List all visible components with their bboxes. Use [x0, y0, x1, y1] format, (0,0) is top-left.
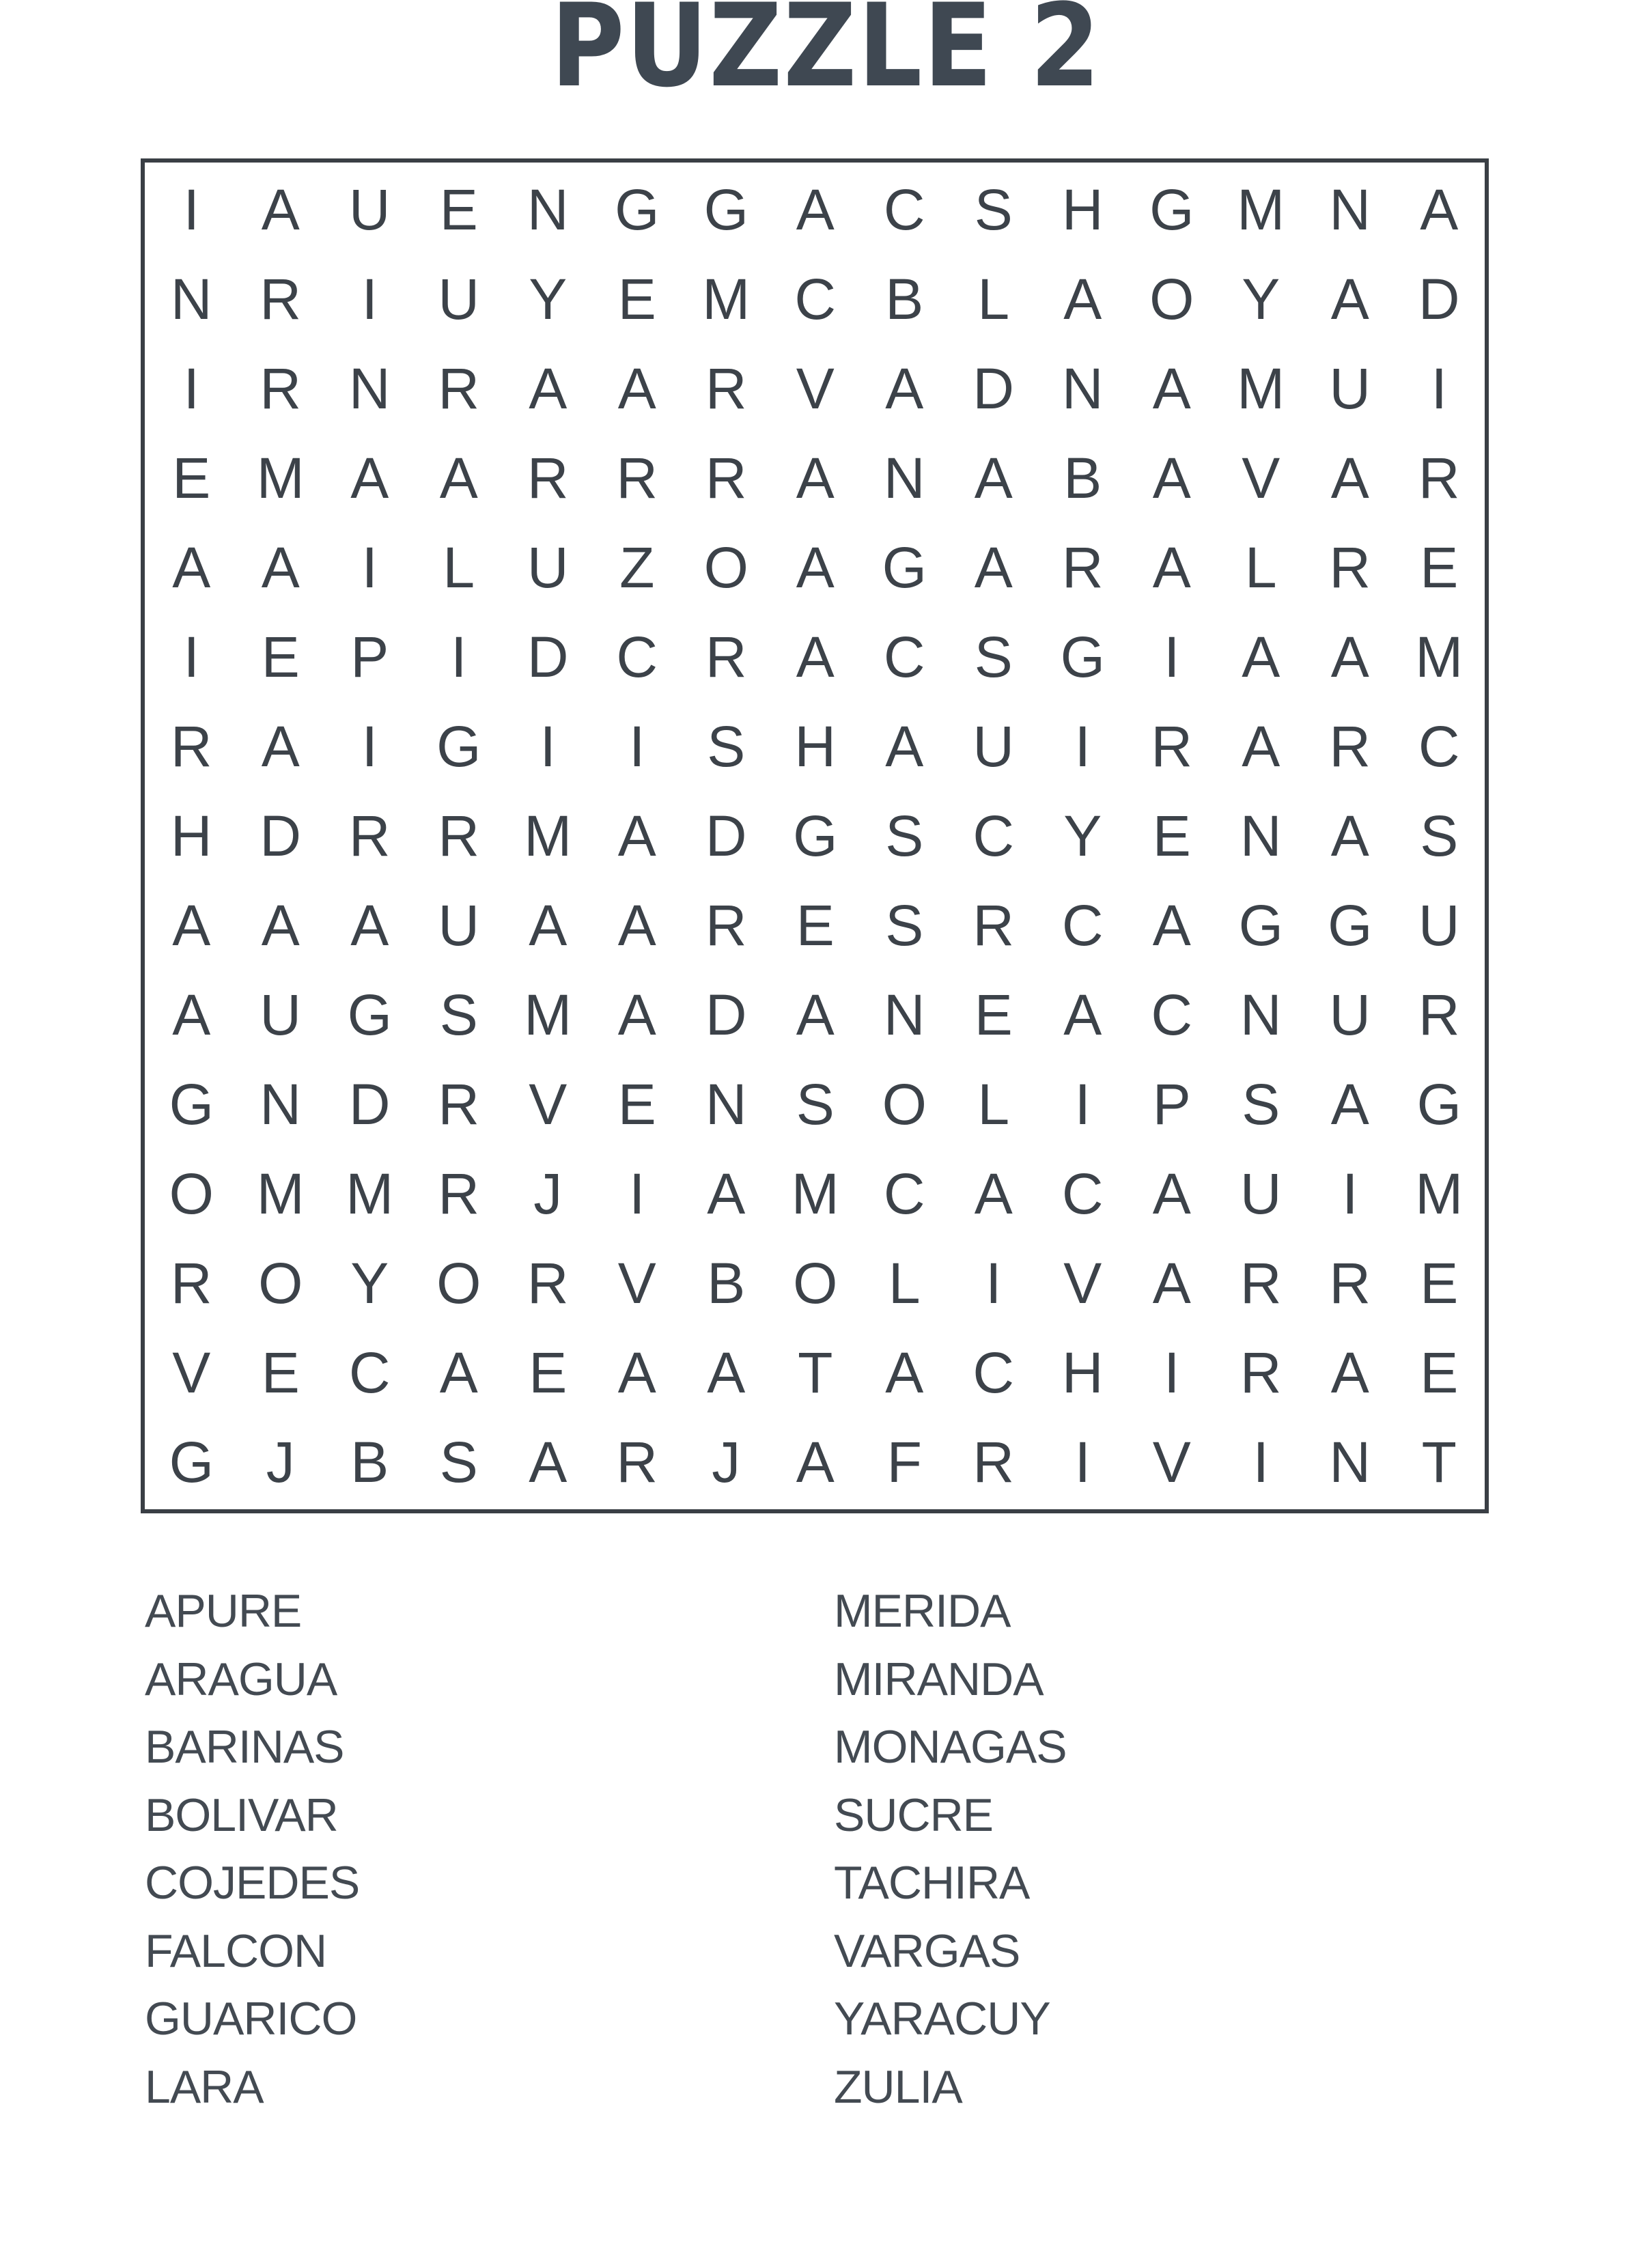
grid-cell: H: [794, 714, 837, 779]
grid-cell: D: [972, 356, 1015, 421]
grid-cell: G: [793, 804, 838, 868]
grid-cell: S: [885, 804, 924, 868]
grid-cell: S: [439, 983, 478, 1047]
grid-cell: R: [1151, 714, 1193, 779]
grid-cell: I: [361, 267, 378, 331]
grid-cell: I: [1074, 1072, 1091, 1136]
grid-cell: O: [436, 1251, 481, 1315]
grid-cell: G: [1238, 893, 1283, 957]
grid-cell: G: [1060, 625, 1105, 689]
grid-cell: R: [260, 356, 302, 421]
grid-cell: E: [1420, 1251, 1459, 1315]
grid-cell: M: [256, 446, 305, 510]
grid-cell: C: [616, 625, 658, 689]
word-list-column-1: [145, 1578, 359, 2121]
grid-cell: A: [1330, 804, 1369, 868]
word-list-item: MERIDA: [834, 1585, 1011, 1637]
grid-cell: R: [438, 356, 480, 421]
grid-cell: S: [1242, 1072, 1280, 1136]
grid-cell: V: [617, 1251, 656, 1315]
grid-cell: S: [885, 893, 924, 957]
word-list-item: BARINAS: [145, 1721, 344, 1773]
grid-cell: I: [1252, 1430, 1269, 1494]
grid-cell: A: [1242, 625, 1280, 689]
grid-cell: V: [796, 356, 835, 421]
grid-cell: T: [798, 1341, 833, 1405]
grid-cell: A: [707, 1341, 746, 1405]
grid-cell: A: [529, 1430, 568, 1494]
grid-cell: A: [796, 178, 835, 242]
grid-cell: S: [796, 1072, 835, 1136]
word-list-item: VARGAS: [834, 1924, 1020, 1977]
grid-cell: I: [1074, 714, 1091, 779]
grid-cell: L: [443, 535, 475, 600]
grid-cell: R: [705, 356, 747, 421]
grid-cell: E: [1420, 1341, 1459, 1405]
grid-cell: R: [1240, 1251, 1282, 1315]
grid-cell: J: [533, 1162, 563, 1226]
grid-cell: R: [527, 1251, 569, 1315]
grid-cell: M: [702, 267, 751, 331]
grid-cell: A: [707, 1162, 746, 1226]
grid-cell: N: [260, 1072, 302, 1136]
grid-cell: A: [1152, 535, 1191, 600]
grid-cell: B: [1063, 446, 1102, 510]
grid-cell: A: [617, 1341, 656, 1405]
grid-cell: A: [172, 983, 211, 1047]
grid-cell: C: [1061, 893, 1104, 957]
word-list-item: ZULIA: [834, 2060, 962, 2113]
grid-cell: D: [1418, 267, 1460, 331]
grid-cell: Y: [1242, 267, 1280, 331]
grid-cell: A: [1152, 893, 1191, 957]
grid-cell: A: [796, 1430, 835, 1494]
grid-cell: R: [705, 893, 747, 957]
grid-cell: L: [1244, 535, 1277, 600]
grid-cell: Z: [619, 535, 655, 600]
word-list-item: GUARICO: [145, 1993, 357, 2045]
grid-cell: A: [350, 446, 389, 510]
grid-cell: A: [974, 535, 1013, 600]
grid-cell: E: [617, 267, 656, 331]
grid-cell: L: [977, 267, 1010, 331]
grid-cell: R: [170, 714, 212, 779]
grid-cell: R: [1061, 535, 1104, 600]
grid-cell: A: [974, 1162, 1013, 1226]
grid-cell: C: [794, 267, 837, 331]
grid-cell: G: [1328, 893, 1373, 957]
grid-cell: N: [170, 267, 212, 331]
grid-cell: E: [974, 983, 1013, 1047]
grid-cell: U: [1240, 1162, 1282, 1226]
grid-cell: R: [705, 446, 747, 510]
grid-cell: E: [261, 625, 300, 689]
grid-cell: R: [1329, 535, 1371, 600]
grid-cell: I: [1074, 1430, 1091, 1494]
grid-cell: U: [1329, 356, 1371, 421]
grid-cell: R: [1329, 714, 1371, 779]
grid-cell: C: [1418, 714, 1460, 779]
grid-cell: I: [183, 625, 199, 689]
letter-grid: [147, 165, 1484, 1507]
grid-cell: Y: [350, 1251, 389, 1315]
grid-cell: N: [883, 983, 925, 1047]
grid-cell: V: [529, 1072, 568, 1136]
grid-cell: R: [1329, 1251, 1371, 1315]
grid-cell: I: [985, 1251, 1002, 1315]
grid-cell: I: [1164, 625, 1180, 689]
grid-cell: S: [974, 178, 1013, 242]
grid-cell: M: [524, 804, 572, 868]
grid-cell: T: [1421, 1430, 1457, 1494]
grid-cell: M: [1415, 1162, 1464, 1226]
grid-cell: A: [885, 356, 924, 421]
grid-cell: R: [438, 804, 480, 868]
grid-cell: A: [350, 893, 389, 957]
grid-cell: N: [527, 178, 569, 242]
grid-cell: E: [261, 1341, 300, 1405]
grid-cell: R: [972, 893, 1015, 957]
word-list-item: YARACUY: [834, 1993, 1050, 2045]
grid-cell: V: [1152, 1430, 1191, 1494]
grid-cell: P: [350, 625, 389, 689]
grid-cell: A: [1152, 446, 1191, 510]
grid-cell: B: [350, 1430, 389, 1494]
grid-cell: O: [793, 1251, 838, 1315]
grid-cell: H: [170, 804, 212, 868]
page-title: PUZZLE 2: [550, 0, 1102, 113]
grid-cell: U: [972, 714, 1015, 779]
grid-cell: A: [617, 983, 656, 1047]
grid-cell: E: [1420, 535, 1459, 600]
grid-cell: A: [439, 1341, 478, 1405]
grid-cell: M: [256, 1162, 305, 1226]
grid-cell: G: [169, 1430, 214, 1494]
grid-cell: A: [1420, 178, 1459, 242]
grid-cell: M: [524, 983, 572, 1047]
grid-cell: J: [712, 1430, 741, 1494]
grid-cell: U: [260, 983, 302, 1047]
grid-cell: B: [885, 267, 924, 331]
grid-cell: I: [361, 535, 378, 600]
grid-cell: E: [796, 893, 835, 957]
grid-cell: M: [1237, 178, 1285, 242]
grid-cell: M: [791, 1162, 839, 1226]
grid-cell: L: [977, 1072, 1010, 1136]
grid-cell: S: [439, 1430, 478, 1494]
grid-cell: C: [972, 804, 1015, 868]
grid-cell: S: [1420, 804, 1459, 868]
grid-cell: G: [703, 178, 748, 242]
grid-cell: C: [348, 1341, 391, 1405]
grid-cell: J: [266, 1430, 295, 1494]
grid-cell: A: [1063, 983, 1102, 1047]
word-list-item: MONAGAS: [834, 1721, 1067, 1773]
grid-cell: N: [1240, 983, 1282, 1047]
grid-cell: R: [972, 1430, 1015, 1494]
grid-cell: H: [1061, 1341, 1104, 1405]
grid-cell: A: [1330, 1341, 1369, 1405]
grid-cell: N: [348, 356, 391, 421]
grid-cell: F: [886, 1430, 922, 1494]
grid-cell: A: [1330, 1072, 1369, 1136]
grid-cell: A: [1330, 625, 1369, 689]
grid-cell: I: [1164, 1341, 1180, 1405]
grid-cell: N: [1061, 356, 1104, 421]
grid-cell: R: [438, 1162, 480, 1226]
grid-cell: G: [436, 714, 481, 779]
word-list-item: TACHIRA: [834, 1857, 1030, 1909]
grid-cell: Y: [529, 267, 568, 331]
grid-cell: D: [705, 983, 747, 1047]
grid-cell: G: [615, 178, 660, 242]
grid-cell: A: [439, 446, 478, 510]
grid-cell: A: [261, 535, 300, 600]
grid-cell: A: [796, 446, 835, 510]
word-list-item: SUCRE: [834, 1789, 994, 1841]
grid-cell: U: [1418, 893, 1460, 957]
grid-cell: O: [169, 1162, 214, 1226]
grid-cell: R: [170, 1251, 212, 1315]
grid-cell: R: [260, 267, 302, 331]
grid-cell: L: [888, 1251, 921, 1315]
grid-cell: S: [974, 625, 1013, 689]
grid-cell: A: [261, 178, 300, 242]
grid-cell: M: [1237, 356, 1285, 421]
grid-cell: A: [261, 893, 300, 957]
grid-cell: E: [529, 1341, 568, 1405]
grid-cell: M: [1415, 625, 1464, 689]
grid-cell: R: [1418, 983, 1460, 1047]
grid-cell: I: [183, 178, 199, 242]
grid-cell: R: [348, 804, 391, 868]
grid-cell: R: [1418, 446, 1460, 510]
grid-cell: R: [616, 446, 658, 510]
grid-cell: G: [347, 983, 392, 1047]
word-list-item: ARAGUA: [145, 1653, 337, 1705]
grid-cell: A: [1330, 267, 1369, 331]
grid-cell: O: [258, 1251, 303, 1315]
grid-cell: M: [346, 1162, 394, 1226]
grid-cell: I: [629, 714, 645, 779]
grid-cell: A: [1152, 1162, 1191, 1226]
grid-cell: U: [527, 535, 569, 600]
grid-cell: R: [705, 625, 747, 689]
word-list-item: FALCON: [145, 1924, 327, 1977]
grid-cell: V: [1242, 446, 1280, 510]
grid-cell: A: [885, 1341, 924, 1405]
grid-cell: V: [1063, 1251, 1102, 1315]
grid-cell: O: [703, 535, 748, 600]
grid-cell: B: [707, 1251, 746, 1315]
grid-cell: E: [1152, 804, 1191, 868]
grid-cell: I: [451, 625, 467, 689]
grid-cell: A: [796, 625, 835, 689]
grid-cell: N: [1240, 804, 1282, 868]
word-list-item: MIRANDA: [834, 1653, 1044, 1705]
grid-cell: E: [172, 446, 211, 510]
grid-cell: Y: [1063, 804, 1102, 868]
grid-cell: I: [1431, 356, 1447, 421]
grid-cell: A: [617, 804, 656, 868]
grid-cell: N: [1329, 178, 1371, 242]
grid-cell: R: [527, 446, 569, 510]
grid-cell: S: [707, 714, 746, 779]
grid-cell: O: [882, 1072, 927, 1136]
word-list-item: BOLIVAR: [145, 1789, 338, 1841]
grid-cell: G: [882, 535, 927, 600]
grid-cell: A: [1152, 1251, 1191, 1315]
grid-cell: A: [885, 714, 924, 779]
grid-cell: C: [883, 1162, 925, 1226]
grid-cell: I: [183, 356, 199, 421]
grid-cell: A: [796, 983, 835, 1047]
grid-cell: D: [260, 804, 302, 868]
grid-cell: P: [1152, 1072, 1191, 1136]
grid-cell: E: [617, 1072, 656, 1136]
word-list-column-2: [834, 1578, 1067, 2121]
word-list-item: APURE: [145, 1585, 302, 1637]
grid-cell: A: [617, 893, 656, 957]
grid-cell: A: [529, 893, 568, 957]
grid-cell: I: [629, 1162, 645, 1226]
grid-cell: A: [796, 535, 835, 600]
grid-cell: A: [172, 535, 211, 600]
word-list-item: COJEDES: [145, 1857, 360, 1909]
grid-cell: A: [172, 893, 211, 957]
grid-cell: U: [1329, 983, 1371, 1047]
grid-cell: V: [172, 1341, 211, 1405]
grid-cell: A: [617, 356, 656, 421]
grid-cell: N: [705, 1072, 747, 1136]
grid-cell: N: [1329, 1430, 1371, 1494]
grid-cell: U: [438, 267, 480, 331]
grid-cell: A: [1330, 446, 1369, 510]
grid-cell: A: [261, 714, 300, 779]
grid-cell: C: [883, 625, 925, 689]
grid-cell: I: [540, 714, 556, 779]
grid-cell: R: [438, 1072, 480, 1136]
grid-cell: A: [1242, 714, 1280, 779]
grid-cell: A: [529, 356, 568, 421]
grid-cell: O: [1149, 267, 1194, 331]
grid-cell: A: [974, 446, 1013, 510]
word-list-item: LARA: [145, 2060, 264, 2113]
grid-cell: U: [438, 893, 480, 957]
grid-cell: R: [1240, 1341, 1282, 1405]
grid-cell: G: [1416, 1072, 1461, 1136]
grid-cell: R: [616, 1430, 658, 1494]
grid-cell: E: [439, 178, 478, 242]
grid-cell: A: [1152, 356, 1191, 421]
grid-cell: C: [1151, 983, 1193, 1047]
grid-cell: U: [348, 178, 391, 242]
grid-cell: D: [527, 625, 569, 689]
grid-cell: D: [348, 1072, 391, 1136]
grid-cell: G: [1149, 178, 1194, 242]
grid-cell: N: [883, 446, 925, 510]
grid-cell: G: [169, 1072, 214, 1136]
grid-cell: D: [705, 804, 747, 868]
grid-cell: I: [1342, 1162, 1358, 1226]
grid-cell: A: [1063, 267, 1102, 331]
grid-cell: C: [972, 1341, 1015, 1405]
grid-cell: I: [361, 714, 378, 779]
grid-cell: C: [883, 178, 925, 242]
grid-cell: H: [1061, 178, 1104, 242]
grid-cell: C: [1061, 1162, 1104, 1226]
